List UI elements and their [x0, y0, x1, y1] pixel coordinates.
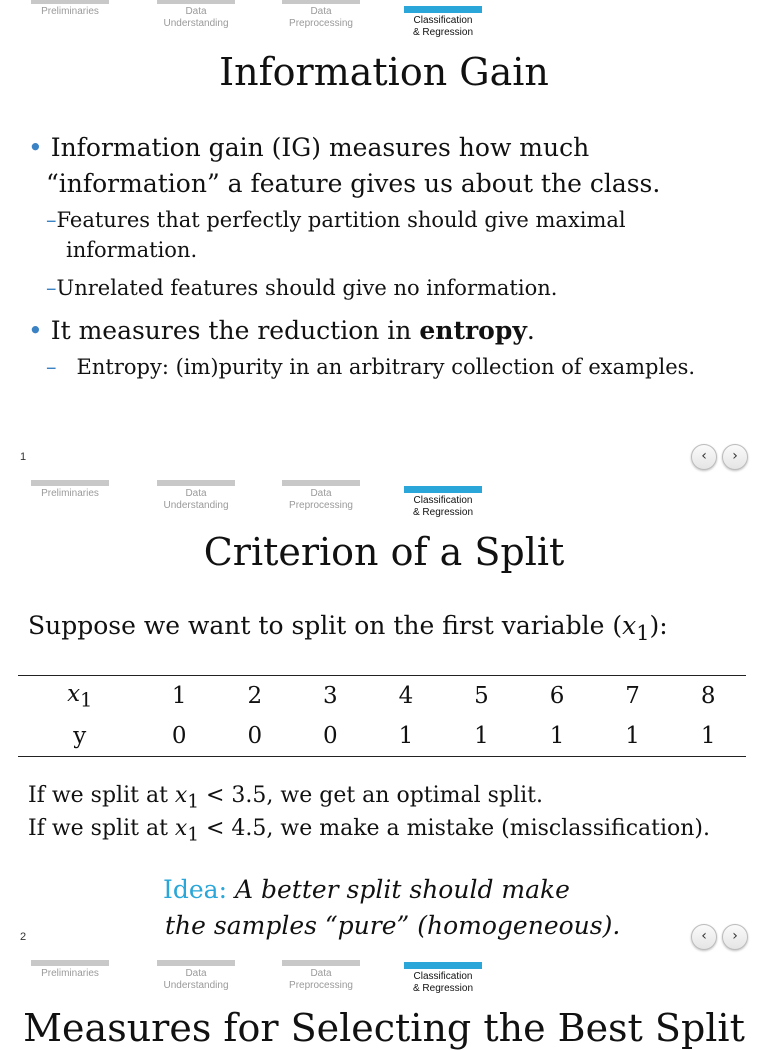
idea-text: A better split should make	[234, 875, 570, 904]
nav-label: Preliminaries	[41, 488, 99, 499]
nav-bar	[157, 480, 235, 486]
nav-label: Preprocessing	[289, 500, 353, 511]
math-var: x	[622, 611, 637, 640]
table-cell: 1	[595, 716, 671, 757]
chevron-right-icon: ›	[732, 928, 738, 944]
nav-bar	[31, 960, 109, 966]
next-slide-button[interactable]	[722, 924, 748, 950]
slide-title: Measures for Selecting the Best Split	[23, 1006, 745, 1050]
nav-label: Understanding	[163, 18, 229, 29]
intro-text-part: ):	[649, 611, 668, 640]
sub-bullet-text: Features that perfectly partition should give maximal	[56, 208, 626, 232]
idea-label: Idea:	[163, 875, 228, 904]
math-subscript: 1	[187, 824, 199, 846]
section-nav	[0, 960, 768, 1000]
nav-label: Understanding	[163, 980, 229, 991]
nav-bar	[31, 480, 109, 486]
chevron-left-icon: ‹	[701, 928, 707, 944]
nav-label: & Regression	[412, 983, 474, 994]
chevron-right-icon: ›	[732, 448, 738, 464]
dash-marker: –	[46, 355, 57, 379]
nav-item-data-preprocessing[interactable]	[282, 960, 360, 992]
table-cell: 6	[519, 676, 595, 717]
next-slide-button[interactable]	[722, 444, 748, 470]
table-cell: 8	[670, 676, 746, 717]
dash-marker: –	[46, 276, 57, 300]
math-var: x	[67, 680, 81, 707]
nav-label: Classification	[413, 15, 473, 26]
bullet-text: It measures the reduction in	[50, 316, 420, 345]
table-cell: 0	[217, 716, 293, 757]
text-part: < 4.5, we make a mistake (misclassification).	[199, 816, 710, 841]
slide-title: Criterion of a Split	[203, 530, 565, 574]
nav-label: Data	[185, 488, 207, 499]
split-table	[18, 675, 746, 757]
nav-item-preliminaries[interactable]	[31, 960, 109, 980]
bullet-text: .	[526, 316, 535, 345]
table-cell: 5	[444, 676, 520, 717]
nav-bar	[282, 480, 360, 486]
math-var: x	[174, 783, 188, 808]
table-cell: 0	[141, 716, 217, 757]
nav-label: Data	[185, 6, 207, 17]
page-number: 2	[20, 931, 27, 943]
slide-title: Information Gain	[219, 50, 549, 94]
math-subscript: 1	[636, 621, 650, 645]
prev-slide-button[interactable]	[691, 444, 717, 470]
section-nav	[0, 0, 768, 40]
table-cell: 4	[368, 676, 444, 717]
bold-term: entropy	[419, 316, 527, 345]
nav-bar	[157, 0, 235, 4]
math-subscript: 1	[80, 688, 93, 712]
table-cell: 1	[670, 716, 746, 757]
nav-item-data-preprocessing[interactable]	[282, 480, 360, 512]
table-cell: 1	[141, 676, 217, 717]
nav-label: Data	[185, 968, 207, 979]
sub-bullet-text: Unrelated features should give no information.	[56, 276, 558, 300]
sub-bullet-continuation: information.	[66, 238, 198, 262]
sub-bullet-text: Entropy: (im)purity in an arbitrary collection of examples.	[76, 355, 696, 379]
nav-label: Preprocessing	[289, 980, 353, 991]
slide-3	[0, 960, 768, 1050]
split-statement-2	[28, 813, 710, 851]
nav-bar	[157, 960, 235, 966]
sub-bullet-item	[46, 205, 626, 235]
bullet-item	[28, 313, 535, 349]
table-row-y	[18, 716, 746, 757]
bullet-dot: •	[28, 133, 43, 162]
page-number: 1	[20, 451, 27, 463]
nav-item-preliminaries[interactable]	[31, 0, 109, 18]
idea-callout	[163, 872, 570, 908]
nav-item-classification-regression[interactable]	[404, 486, 482, 519]
nav-label: & Regression	[412, 27, 474, 38]
nav-label: Data	[310, 6, 332, 17]
prev-slide-button[interactable]	[691, 924, 717, 950]
text-part: If we split at	[28, 783, 175, 808]
sub-bullet-item	[46, 352, 695, 382]
nav-label: Classification	[413, 971, 473, 982]
table-row-x	[18, 676, 746, 717]
bullet-continuation: “information” a feature gives us about the class.	[46, 169, 661, 198]
table-cell: 1	[444, 716, 520, 757]
section-nav	[0, 480, 768, 520]
bullet-item	[28, 130, 589, 166]
nav-item-preliminaries[interactable]	[31, 480, 109, 500]
nav-item-data-understanding[interactable]	[157, 480, 235, 512]
sub-bullet-item	[46, 273, 557, 303]
nav-item-data-understanding[interactable]	[157, 0, 235, 30]
nav-bar-active	[404, 486, 482, 493]
nav-bar-active	[404, 962, 482, 969]
nav-bar	[282, 0, 360, 4]
math-var: x	[174, 816, 188, 841]
nav-item-data-preprocessing[interactable]	[282, 0, 360, 30]
text-part: < 3.5, we get an optimal split.	[199, 783, 543, 808]
dash-marker: –	[46, 208, 57, 232]
row-header-x	[18, 676, 141, 717]
nav-label: Preliminaries	[41, 6, 99, 17]
idea-continuation: the samples “pure” (homogeneous).	[165, 911, 621, 940]
math-subscript: 1	[187, 791, 199, 813]
nav-label: Preprocessing	[289, 18, 353, 29]
nav-label: & Regression	[412, 507, 474, 518]
table-cell: 3	[293, 676, 369, 717]
nav-label: Classification	[413, 495, 473, 506]
nav-label: Data	[310, 968, 332, 979]
intro-text-part: Suppose we want to split on the first variable (	[28, 611, 623, 640]
slide-1	[0, 0, 768, 480]
table-cell: 2	[217, 676, 293, 717]
text-part: If we split at	[28, 816, 175, 841]
slide-2	[0, 480, 768, 960]
intro-text	[28, 610, 668, 649]
table-cell: 1	[368, 716, 444, 757]
table-cell: 1	[519, 716, 595, 757]
nav-item-classification-regression[interactable]	[404, 6, 482, 39]
chevron-left-icon: ‹	[701, 448, 707, 464]
nav-item-data-understanding[interactable]	[157, 960, 235, 992]
nav-bar	[282, 960, 360, 966]
nav-label: Understanding	[163, 500, 229, 511]
table-cell: 0	[293, 716, 369, 757]
nav-bar	[31, 0, 109, 4]
bullet-text: Information gain (IG) measures how much	[50, 133, 590, 162]
row-header-y: y	[18, 716, 141, 757]
nav-item-classification-regression[interactable]	[404, 962, 482, 995]
bullet-dot: •	[28, 316, 43, 345]
nav-label: Data	[310, 488, 332, 499]
nav-label: Preliminaries	[41, 968, 99, 979]
table-cell: 7	[595, 676, 671, 717]
nav-bar-active	[404, 6, 482, 13]
